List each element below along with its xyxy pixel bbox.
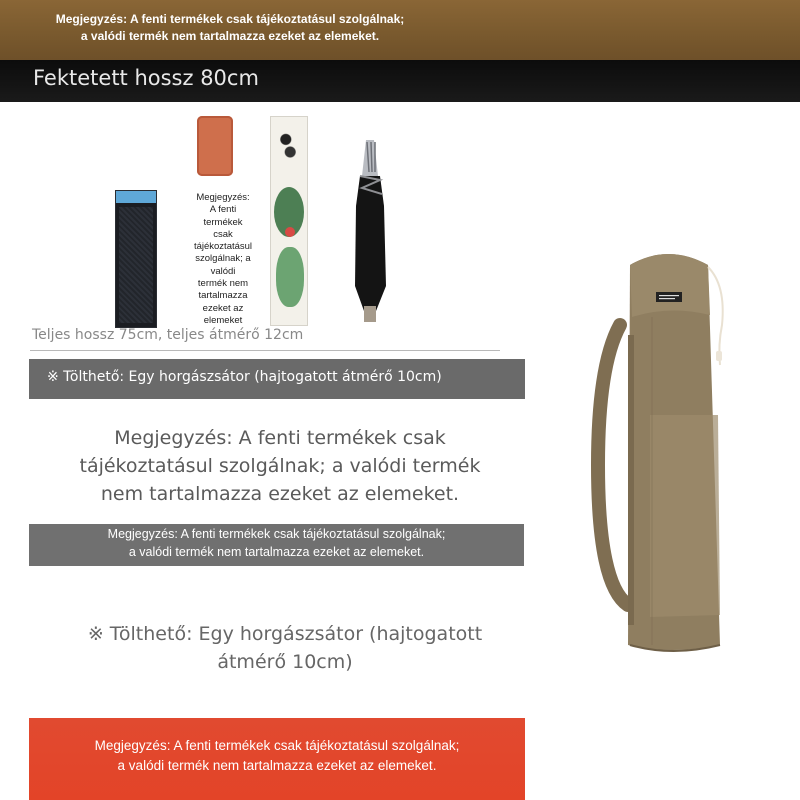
- capacity-large: [40, 620, 530, 676]
- top-note-line-1: Megjegyzés: A fenti termékek csak tájékoztatásul szolgálnak;: [55, 12, 405, 26]
- small-note-line: A fenti: [209, 204, 237, 216]
- disclaimer-red-line-2: a valódi termék nem tartalmazza ezeket az elemeket.: [117, 758, 437, 773]
- small-note-line: valódi: [210, 265, 236, 277]
- disclaimer-large-line-3: nem tartalmazza ezeket az elemeket.: [100, 483, 460, 505]
- folded-umbrella-image: [352, 136, 388, 326]
- small-disclaimer-note: [178, 192, 268, 327]
- small-note-line: tartalmazza: [198, 290, 248, 302]
- disclaimer-grey-bar: [29, 524, 524, 566]
- storage-bag-image: [590, 225, 740, 655]
- disclaimer-grey-line-1: Megjegyzés: A fenti termékek csak tájékoztatásul szolgálnak;: [107, 527, 446, 541]
- small-note-line: ezeket az: [202, 302, 244, 314]
- dimensions-caption: Teljes hossz 75cm, teljes átmérő 12cm: [32, 327, 304, 343]
- small-note-line: termékek: [203, 216, 243, 228]
- painted-scroll-image: [270, 116, 308, 326]
- divider: [30, 350, 500, 351]
- capacity-large-line-1: ※ Tölthető: Egy horgászsátor (hajtogatott: [87, 623, 483, 645]
- small-note-line: termék nem: [197, 278, 249, 290]
- small-note-line: elemeket: [203, 314, 243, 326]
- length-title: Fektetett hossz 80cm: [33, 66, 259, 90]
- capacity-text: ※ Tölthető: Egy horgászsátor (hajtogatott átmérő 10cm): [47, 369, 442, 385]
- disclaimer-large-line-2: tájékoztatásul szolgálnak; a valódi termék: [79, 455, 481, 477]
- capacity-large-line-2: átmérő 10cm): [217, 651, 353, 673]
- capacity-bar: [29, 359, 525, 399]
- top-note-line-2: a valódi termék nem tartalmazza ezeket az elemeket.: [80, 29, 380, 43]
- top-note-banner: [0, 0, 800, 60]
- small-note-line: csak: [213, 228, 233, 240]
- disclaimer-grey-line-2: a valódi termék nem tartalmazza ezeket az elemeket.: [128, 545, 425, 559]
- small-note-line: Megjegyzés:: [196, 192, 250, 203]
- cushion-pad-image: [197, 116, 233, 176]
- length-title-bar: [0, 60, 800, 102]
- mesh-case-image: [115, 190, 157, 328]
- disclaimer-red-line-1: Megjegyzés: A fenti termékek csak tájékoztatásul szolgálnak;: [94, 738, 460, 753]
- disclaimer-large: [32, 424, 528, 508]
- disclaimer-large-line-1: Megjegyzés: A fenti termékek csak: [114, 427, 446, 449]
- disclaimer-red-banner: [29, 718, 525, 800]
- small-note-line: szolgálnak; a: [195, 253, 251, 265]
- small-note-line: tájékoztatásul: [193, 241, 253, 253]
